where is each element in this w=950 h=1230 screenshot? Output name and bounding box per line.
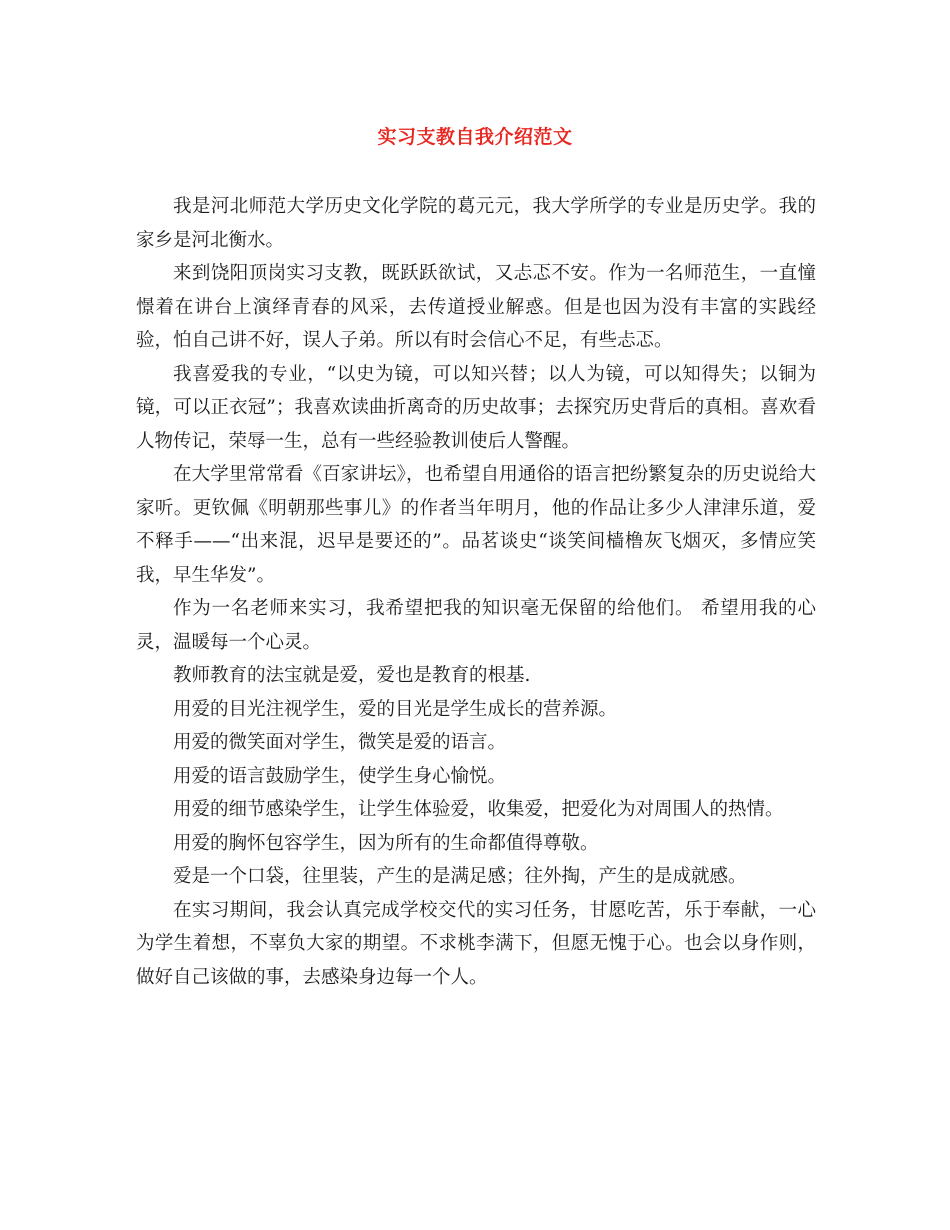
paragraph-love-foundation: 教师教育的法宝就是爱，爱也是教育的根基. bbox=[173, 665, 531, 686]
paragraph-teacher-hope: 作为一名老师来实习，我希望把我的知识毫无保留的给他们。 希望用我的心灵，温暖每一个心灵。 bbox=[136, 598, 816, 653]
paragraph-love-pocket: 爱是一个口袋，往里装，产生的是满足感；往外掏，产生的是成就感。 bbox=[173, 866, 747, 887]
paragraph-love-embrace: 用爱的胸怀包容学生，因为所有的生命都值得尊敬。 bbox=[173, 832, 599, 854]
paragraph-internship-commitment: 在实习期间，我会认真完成学校交代的实习任务，甘愿吃苦，乐于奉献，一心为学生着想，不辜负大家的期望。不求桃李满下，但愿无愧于心。也会以身作则，做好自己该做的事，去感染身边每一个人。 bbox=[136, 899, 816, 988]
paragraph-love-gaze: 用爱的目光注视学生，爱的目光是学生成长的营养源。 bbox=[173, 698, 618, 720]
document-body bbox=[136, 190, 816, 994]
paragraph-major: 我喜爱我的专业，“以史为镜，可以知兴替；以人为镜，可以知得失；以铜为镜，可以正衣冠”；我喜欢读曲折离奇的历史故事；去探究历史背后的真相。喜欢看人物传记，荣辱一生，总有一些经验教训使后人警醒。 bbox=[136, 363, 816, 452]
document-title: 实习支教自我介绍范文 bbox=[377, 126, 573, 148]
paragraph-love-language: 用爱的语言鼓励学生，使学生身心愉悦。 bbox=[173, 765, 507, 787]
paragraph-love-smile: 用爱的微笑面对学生，微笑是爱的语言。 bbox=[173, 732, 507, 753]
paragraph-arrival: 来到饶阳顶岗实习支教，既跃跃欲试，又忐忑不安。作为一名师范生，一直憧憬着在讲台上演绎青春的风采，去传道授业解惑。但是也因为没有丰富的实践经验，怕自己讲不好，误人子弟。所以有时会信心不足，有些忐忑。 bbox=[136, 263, 816, 351]
paragraph-reading: 在大学里常常看《百家讲坛》，也希望自用通俗的语言把纷繁复杂的历史说给大家听。更钦佩《明朝那些事儿》的作者当年明月，他的作品让多少人津津乐道，爱不释手——“出来混，迟早是要还的”。品茗谈史“谈笑间樯橹灰飞烟灭，多情应笑我，早生华发”。 bbox=[136, 464, 816, 586]
paragraph-love-detail: 用爱的细节感染学生，让学生体验爱，收集爱，把爱化为对周围人的热情。 bbox=[173, 799, 784, 820]
paragraph-intro: 我是河北师范大学历史文化学院的葛元元，我大学所学的专业是历史学。我的家乡是河北衡水。 bbox=[136, 196, 816, 251]
